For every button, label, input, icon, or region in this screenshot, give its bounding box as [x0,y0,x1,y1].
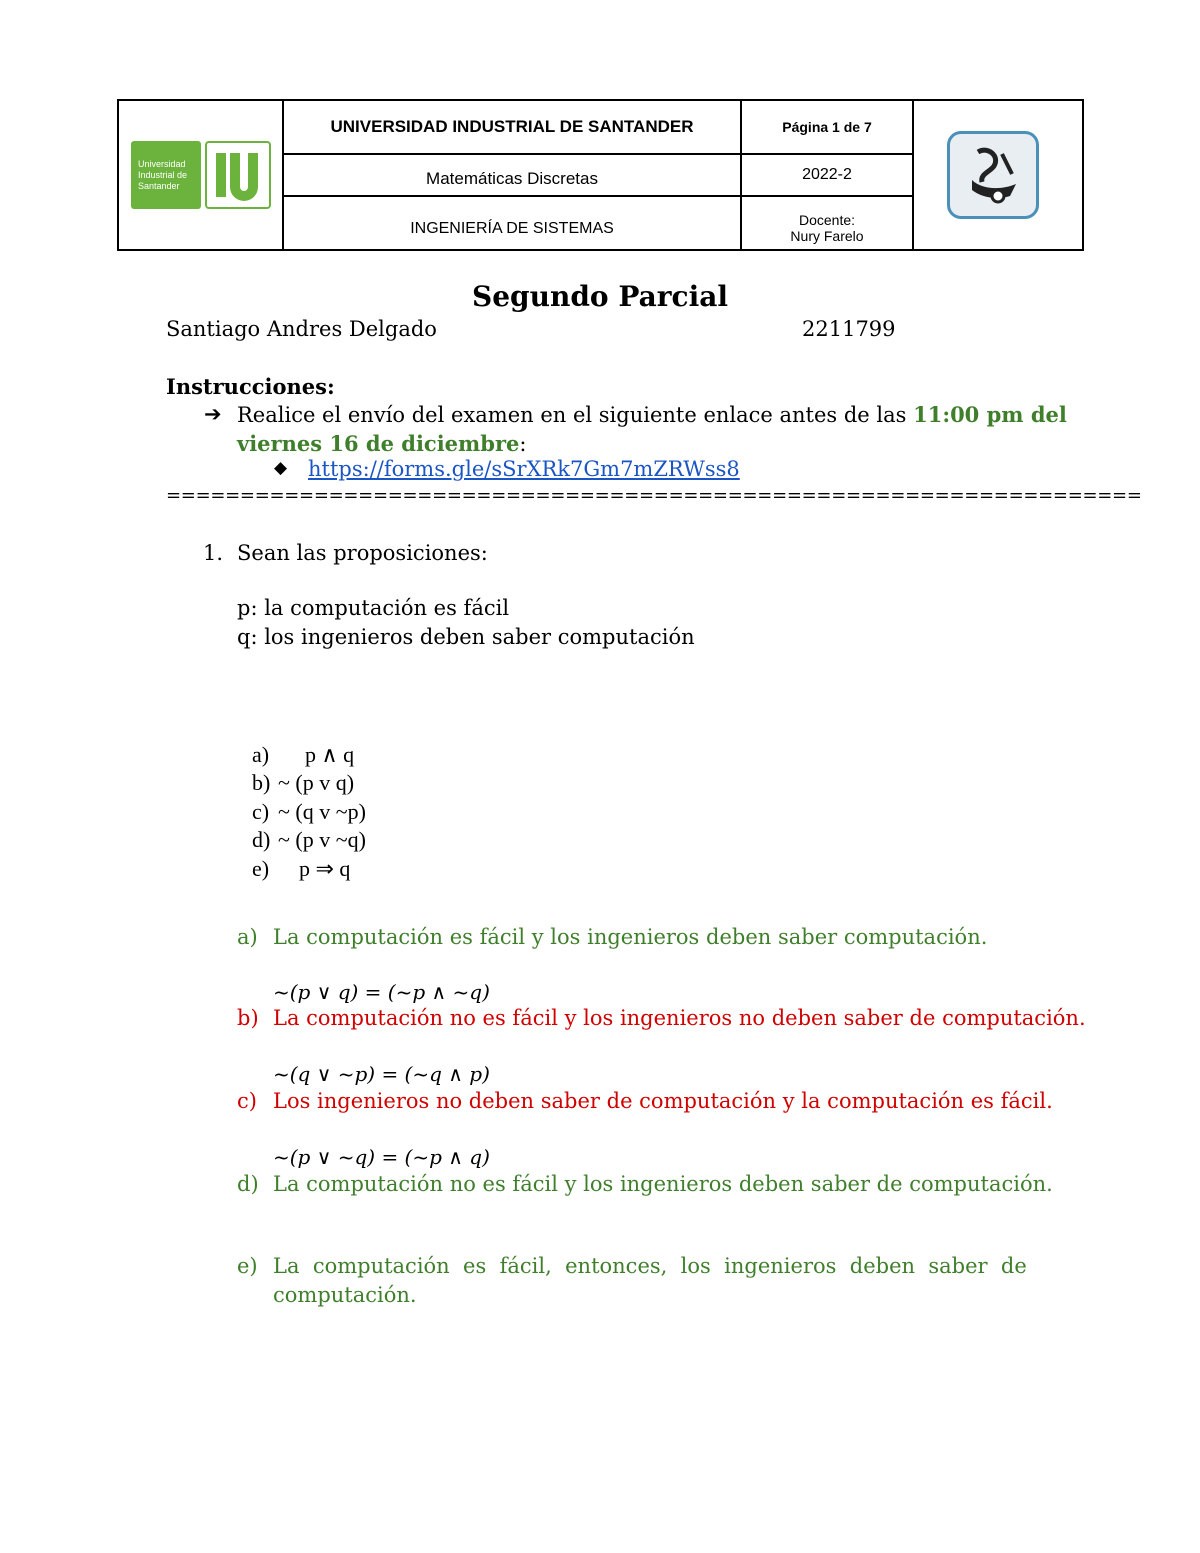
item-label-b: b) [252,770,271,795]
item-label-a: a) [252,742,270,767]
instruction-line-1: Realice el envío del examen en el siguiente enlace antes de las 11:00 pm del [237,402,1067,427]
systems-logo-icon [947,131,1039,219]
answer-label-e: e) [237,1254,258,1278]
answer-text-e-line2: computación. [273,1283,417,1307]
formula-c: ~(q ∨ ~p) = (~q ∧ p) [273,1062,490,1086]
answer-text-a: La computación es fácil y los ingenieros deben saber computación. [273,925,988,949]
page-title: Segundo Parcial [472,280,728,313]
item-expr-e: p ⇒ q [299,856,351,881]
answer-label-b: b) [237,1006,259,1030]
answer-text-d: La computación no es fácil y los ingenieros deben saber de computación. [273,1172,1053,1196]
header-table [117,99,1084,251]
answer-text-c: Los ingenieros no deben saber de computación y la computación es fácil. [273,1089,1053,1113]
proposition-p: p: la computación es fácil [237,596,510,620]
answer-label-c: c) [237,1089,257,1113]
separator-line: ================================================================== [166,485,1142,506]
page-indicator: Página 1 de 7 [782,119,872,135]
formula-b: ~(p ∨ q) = (~p ∧ ~q) [273,980,490,1004]
item-expr-c: ~ (q v ~p) [278,799,366,824]
answer-text-e-line1: La computación es fácil, entonces, los ingenieros deben saber de [273,1254,1027,1278]
student-code: 2211799 [802,317,896,341]
instructions-heading: Instrucciones: [166,374,335,399]
university-name: UNIVERSIDAD INDUSTRIAL DE SANTANDER [330,117,694,136]
item-expr-d: ~ (p v ~q) [278,827,366,852]
formula-d: ~(p ∨ ~q) = (~p ∧ q) [273,1145,490,1169]
instruction-line-2: viernes 16 de diciembre: [237,431,527,456]
item-expr-b: ~ (p v q) [278,770,355,795]
exam-form-link[interactable]: https://forms.gle/sSrXRk7Gm7mZRWss8 [308,457,740,481]
term: 2022-2 [802,166,852,183]
proposition-q: q: los ingenieros deben saber computación [237,625,695,649]
uis-logo-icon [205,141,271,209]
answer-text-b: La computación no es fácil y los ingenieros no deben saber de computación. [273,1006,1086,1030]
teacher-label: Docente: [798,212,856,228]
question-heading: Sean las proposiciones: [237,541,488,565]
program-name: INGENIERÍA DE SISTEMAS [410,220,614,237]
item-label-d: d) [252,827,271,852]
diamond-bullet-icon: ◆ [274,458,288,478]
answer-label-a: a) [237,925,258,949]
item-label-e: e) [252,856,270,881]
item-expr-a: p ∧ q [305,742,355,767]
item-label-c: c) [252,799,270,824]
teacher-info [742,197,912,251]
answer-label-d: d) [237,1172,259,1196]
university-logo: Universidad Industrial de Santander [131,141,201,209]
teacher-name: Nury Farelo [790,228,864,244]
student-name: Santiago Andres Delgado [166,317,437,341]
arrow-bullet-icon: ➔ [204,402,222,426]
course-name: Matemáticas Discretas [426,169,598,188]
question-number: 1. [203,541,224,565]
